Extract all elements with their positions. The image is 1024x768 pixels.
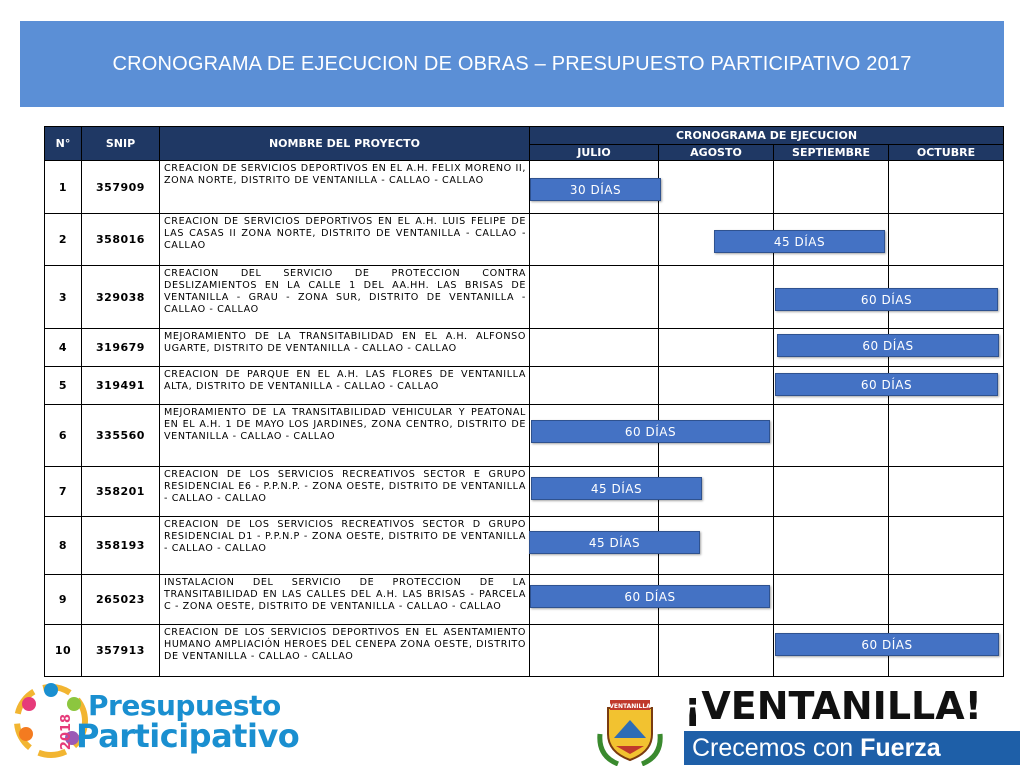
row-project-name: CREACION DE SERVICIOS DEPORTIVOS EN EL A.H. FELIX MORENO II, ZONA NORTE, DISTRITO DE VENTANILLA - CALLAO - CALLAO — [160, 161, 530, 214]
row-num: 6 — [45, 405, 82, 467]
ventanilla-brand-title: ¡VENTANILLA! — [684, 684, 982, 728]
table-row — [45, 405, 1004, 467]
row-project-name: INSTALACION DEL SERVICIO DE PROTECCION DE LA TRANSITABILIDAD EN LAS CALLES DEL A.H. LAS BRISAS - PARCELA C - ZONA OESTE, DISTRITO DE VENTANILLA - CALLAO - CALLAO — [160, 575, 530, 625]
title-bar — [20, 21, 1004, 107]
logo-word-presupuesto: Presupuesto — [88, 689, 281, 722]
row-num: 3 — [45, 266, 82, 329]
row-project-name: MEJORAMIENTO DE LA TRANSITABILIDAD EN EL A.H. ALFONSO UGARTE, DISTRITO DE VENTANILLA - CALLAO - CALLAO — [160, 329, 530, 367]
header-num: N° — [45, 127, 82, 161]
gantt-bar-row-6: 60 DÍAS — [531, 420, 770, 443]
header-month-october: OCTUBRE — [889, 145, 1004, 161]
row-project-name: CREACION DEL SERVICIO DE PROTECCION CONTRA DESLIZAMIENTOS EN LA CALLE 1 DEL AA.HH. LAS BRISAS DE VENTANILLA - GRAU - ZONA SUR, DISTRITO DE VENTANILLA - CALLAO - CALLAO — [160, 266, 530, 329]
row-num: 9 — [45, 575, 82, 625]
row-snip: 357909 — [82, 161, 160, 214]
row-project-name: CREACION DE PARQUE EN EL A.H. LAS FLORES DE VENTANILLA ALTA, DISTRITO DE VENTANILLA - CALLAO - CALLAO — [160, 367, 530, 405]
logo-year: 2018 — [59, 713, 74, 751]
gantt-bar-row-10: 60 DÍAS — [775, 633, 999, 656]
row-snip: 319491 — [82, 367, 160, 405]
ventanilla-slogan — [684, 731, 1020, 765]
gantt-bar-row-8: 45 DÍAS — [529, 531, 700, 554]
table-row — [45, 161, 1004, 214]
row-snip: 335560 — [82, 405, 160, 467]
presupuesto-participativo-logo — [6, 676, 316, 766]
row-num: 4 — [45, 329, 82, 367]
page-title: CRONOGRAMA DE EJECUCION DE OBRAS – PRESUPUESTO PARTICIPATIVO 2017 — [112, 52, 912, 75]
gantt-bar-row-5: 60 DÍAS — [775, 373, 998, 396]
municipal-crest-icon — [594, 694, 666, 766]
row-snip: 358016 — [82, 214, 160, 266]
row-snip: 357913 — [82, 625, 160, 677]
row-num: 10 — [45, 625, 82, 677]
row-project-name: MEJORAMIENTO DE LA TRANSITABILIDAD VEHICULAR Y PEATONAL EN EL A.H. 1 DE MAYO LOS JARDINES, ZONA CENTRO, DISTRITO DE VENTANILLA - CALLAO - CALLAO — [160, 405, 530, 467]
row-snip: 329038 — [82, 266, 160, 329]
row-num: 8 — [45, 517, 82, 575]
row-num: 1 — [45, 161, 82, 214]
gantt-bar-row-2: 45 DÍAS — [714, 230, 885, 253]
schedule-table — [44, 126, 1004, 677]
gantt-bar-row-1: 30 DÍAS — [530, 178, 661, 201]
row-project-name: CREACION DE LOS SERVICIOS RECREATIVOS SECTOR D GRUPO RESIDENCIAL D1 - P.P.N.P - ZONA OESTE, DISTRITO DE VENTANILLA - CALLAO - CALLAO — [160, 517, 530, 575]
header-month-september: SEPTIEMBRE — [774, 145, 889, 161]
gantt-bar-row-7: 45 DÍAS — [531, 477, 702, 500]
row-project-name: CREACION DE SERVICIOS DEPORTIVOS EN EL A.H. LUIS FELIPE DE LAS CASAS II ZONA NORTE, DISTRITO DE VENTANILLA - CALLAO - CALLAO — [160, 214, 530, 266]
gantt-bar-row-9: 60 DÍAS — [530, 585, 770, 608]
header-schedule: CRONOGRAMA DE EJECUCION — [530, 127, 1004, 145]
table-row — [45, 517, 1004, 575]
row-snip: 319679 — [82, 329, 160, 367]
row-snip: 265023 — [82, 575, 160, 625]
gantt-bar-row-4: 60 DÍAS — [777, 334, 999, 357]
logo-word-participativo: Participativo — [76, 717, 300, 755]
gantt-bar-row-3: 60 DÍAS — [775, 288, 998, 311]
slogan-bold: Fuerza — [860, 734, 941, 762]
crest-text: VENTANILLA — [609, 703, 651, 710]
row-num: 7 — [45, 467, 82, 517]
header-month-august: AGOSTO — [659, 145, 774, 161]
table-row — [45, 575, 1004, 625]
slogan-regular: Crecemos con — [692, 734, 861, 762]
row-num: 5 — [45, 367, 82, 405]
row-project-name: CREACION DE LOS SERVICIOS DEPORTIVOS EN EL ASENTAMIENTO HUMANO AMPLIACIÓN HEROES DEL CENEPA ZONA OESTE, DISTRITO DE VENTANILLA - CALLAO - CALLAO — [160, 625, 530, 677]
header-project-name: NOMBRE DEL PROYECTO — [160, 127, 530, 161]
row-snip: 358193 — [82, 517, 160, 575]
row-project-name: CREACION DE LOS SERVICIOS RECREATIVOS SECTOR E GRUPO RESIDENCIAL E6 - P.P.N.P. - ZONA OESTE, DISTRITO DE VENTANILLA - CALLAO - CALLAO — [160, 467, 530, 517]
table-row — [45, 467, 1004, 517]
header-month-july: JULIO — [530, 145, 659, 161]
header-snip: SNIP — [82, 127, 160, 161]
row-num: 2 — [45, 214, 82, 266]
row-snip: 358201 — [82, 467, 160, 517]
